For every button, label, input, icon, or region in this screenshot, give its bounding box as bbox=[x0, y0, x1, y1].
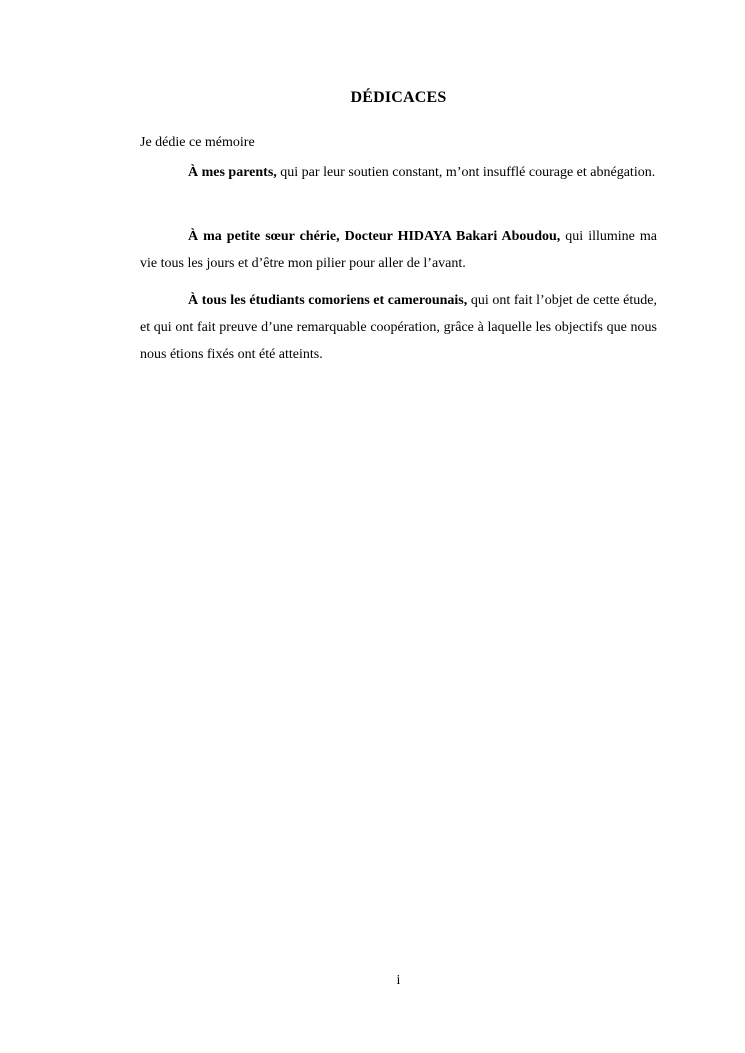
dedication-body: qui illumine ma vie tous les jours et d’être mon pilier pour aller de l’avant. bbox=[140, 229, 657, 271]
page-number: i bbox=[396, 973, 401, 988]
dedication-paragraph-1 bbox=[140, 159, 657, 186]
dedication-lead: À mes parents, bbox=[188, 165, 277, 180]
dedication-lead: À ma petite sœur chérie, Docteur HIDAYA Bakari Aboudou, bbox=[188, 229, 561, 244]
dedication-paragraph-text bbox=[140, 287, 657, 368]
dedication-paragraph-3 bbox=[140, 287, 657, 368]
dedication-lead: À tous les étudiants comoriens et camerounais, bbox=[188, 293, 468, 308]
dedication-paragraph-2 bbox=[140, 223, 657, 277]
dedication-paragraph-text bbox=[140, 159, 657, 186]
dedication-body: qui par leur soutien constant, m’ont insufflé courage et abnégation. bbox=[276, 165, 656, 180]
dedication-body: qui ont fait l’objet de cette étude, et qui ont fait preuve d’une remarquable coopération, grâce à laquelle les objectifs que nous nous étions fixés ont été atteints. bbox=[140, 293, 657, 362]
dedication-paragraph-text bbox=[140, 223, 657, 277]
page-title: DÉDICACES bbox=[350, 89, 447, 106]
intro-line: Je dédie ce mémoire bbox=[140, 135, 255, 150]
